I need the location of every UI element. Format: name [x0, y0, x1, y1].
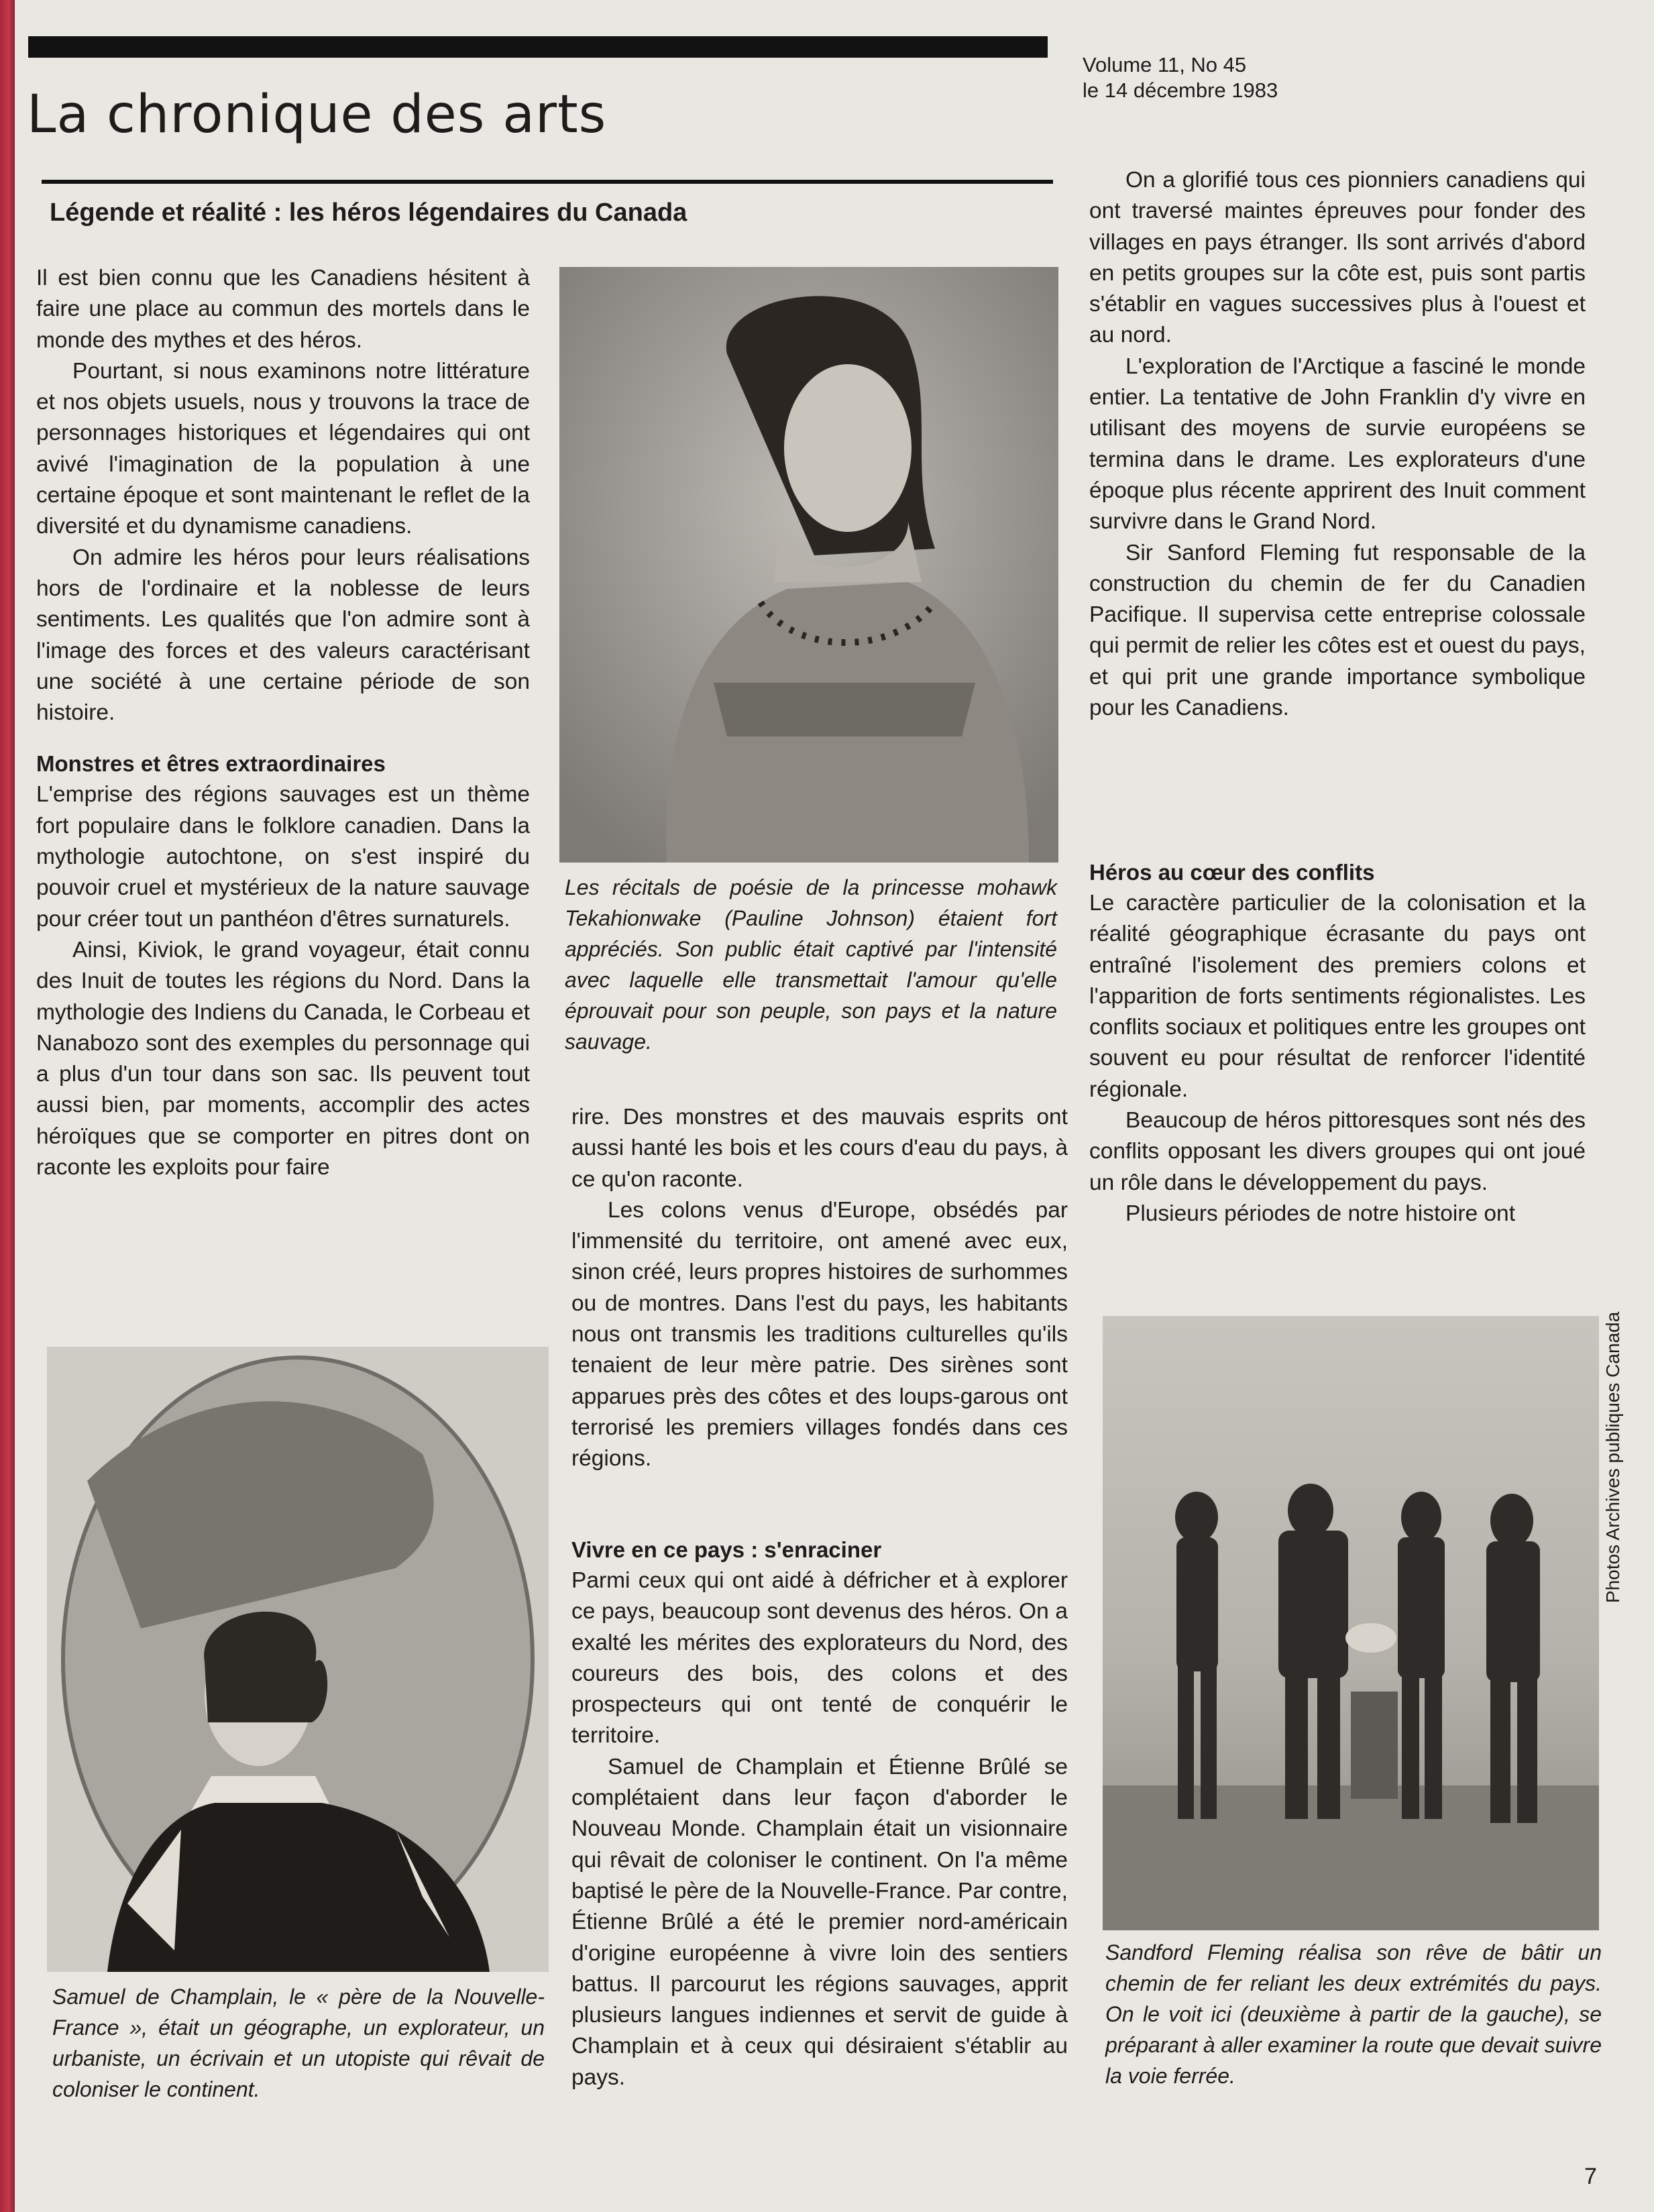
- paragraph: L'emprise des régions sauvages est un thème fort populaire dans le folklore canadien. Dans la mythologie autochtone, on s'est inspiré du pouvoir cruel et mystérieux de la nature sauvage pour créer tout un panthéon d'êtres surnaturels.: [36, 782, 530, 932]
- caption-champlain: Samuel de Champlain, le « père de la Nouvelle-France », était un géographe, un explorateur, un urbaniste, un écrivain et un utopiste qui rêvait de coloniser le continent.: [52, 1985, 545, 2101]
- paragraph: Samuel de Champlain et Étienne Brûlé se complétaient dans leur façon d'aborder le Nouveau Monde. Champlain était un visionnaire qui rêvait de coloniser le continent. On l'a même baptisé le père de la Nouvelle-France. Par contre, Étienne Brûlé a été le premier nord-américain d'origine européenne à vivre loin des sentiers battus. Il parcourut les régions sauvages, apprit plusieurs langues indiennes et servit de guide à Champlain et à ceux qui désiraient s'établir au pays.: [571, 1754, 1068, 2090]
- masthead: La chronique des arts: [27, 85, 607, 145]
- magazine-page: [15, 0, 1654, 2212]
- paragraph: Les colons venus d'Europe, obsédés par l'immensité du territoire, ont amené avec eux, sinon créé, leurs propres histoires de surhommes ou de montres. Dans l'est du pays, les habitants nous ont transmis les traditions culturelles qu'ils tenaient de leur mère patrie. Des sirènes sont apparues près des côtes et des loups-garous ont terrorisé les premiers villages fondés dans ces régions.: [571, 1197, 1068, 1472]
- paragraph: Ainsi, Kiviok, le grand voyageur, était connu des Inuit de toutes les régions du Nord. Dans la mythologie des Indiens du Canada, le Corbeau et Nanabozo sont des exemples du personnage qui a plus d'un tour dans son sac. Ils peuvent tout aussi bien, par moments, accomplir des actes héroïques que se comporter en pitres dont on raconte les exploits pour faire: [36, 937, 530, 1180]
- title-rule: [42, 180, 1053, 184]
- column-2-bottom: [571, 1535, 1068, 2093]
- article-title: Légende et réalité : les héros légendaires du Canada: [50, 199, 687, 227]
- column-3-bottom: [1089, 857, 1586, 1229]
- column-1: [36, 263, 530, 1183]
- paragraph: On a glorifié tous ces pionniers canadiens qui ont traversé maintes épreuves pour fonder des villages en pays étranger. Ils sont arrivés d'abord en petits groupes sur la côte est, puis sont partis s'établir en vagues successives plus à l'ouest et au nord.: [1089, 168, 1586, 348]
- paragraph: L'exploration de l'Arctique a fasciné le monde entier. La tentative de John Franklin d'y vivre en utilisant des moyens de survie européens se termina dans le drame. Les explorateurs d'une époque plus récente apprirent des Inuit comment survivre dans le Grand Nord.: [1089, 353, 1586, 535]
- paragraph: Plusieurs périodes de notre histoire ont: [1125, 1201, 1515, 1226]
- champlain-portrait: [47, 1347, 549, 1972]
- section-heading: Vivre en ce pays : s'enraciner: [571, 1537, 882, 1562]
- paragraph: Le caractère particulier de la colonisation et la réalité géographique écrasante du pays ont entraîné l'isolement des premiers colons et l'apparition de forts sentiments régionalistes. Les conflits sociaux et politiques entre les groupes ont souvent eu pour résultat de renforcer l'identité régionale.: [1089, 891, 1586, 1102]
- issue-date: le 14 décembre 1983: [1083, 78, 1278, 102]
- column-2-top: [571, 1102, 1068, 1475]
- issue-info: [1083, 52, 1278, 103]
- section-heading: Héros au cœur des conflits: [1089, 860, 1375, 885]
- caption-johnson: Les récitals de poésie de la princesse mohawk Tekahionwake (Pauline Johnson) étaient fort appréciés. Son public était captivé par l'intensité avec laquelle elle transmettait l'amour qu'elle éprouvait pour son peuple, son pays et la nature sauvage.: [565, 875, 1057, 1054]
- magazine-binding: [0, 0, 15, 2212]
- paragraph: Pourtant, si nous examinons notre littérature et nos objets usuels, nous y trouvons la trace de personnages historiques et légendaires qui ont avivé l'imagination de la population à une certaine époque et sont maintenant le reflet de la diversité et du dynamisme canadiens.: [36, 358, 530, 539]
- volume-number: Volume 11, No 45: [1083, 53, 1247, 76]
- column-3-top: [1089, 165, 1586, 724]
- caption-fleming: Sandford Fleming réalisa son rêve de bâtir un chemin de fer reliant les deux extrémités du pays. On le voit ici (deuxième à partir de la gauche), se préparant à aller examiner la route que devait suivre la voie ferrée.: [1105, 1940, 1602, 2088]
- pauline-johnson-photo: [559, 267, 1058, 863]
- paragraph: On admire les héros pour leurs réalisations hors de l'ordinaire et la noblesse de leurs sentiments. Les qualités que l'on admire sont à l'image des forces et des valeurs caractérisant une société à une certaine période de son histoire.: [36, 545, 530, 726]
- photo-credit: Photos Archives publiques Canada: [1602, 1311, 1623, 1603]
- page-number: 7: [1584, 2164, 1597, 2189]
- header-bar: [28, 36, 1048, 58]
- section-heading: Monstres et êtres extraordinaires: [36, 751, 386, 777]
- fleming-expedition-photo: [1103, 1316, 1599, 1930]
- paragraph: Parmi ceux qui ont aidé à défricher et à explorer ce pays, beaucoup sont devenus des héros. On a exalté les mérites des explorateurs du Nord, des coureurs des bois, des colons et des prospecteurs qui ont tenté de conquérir le territoire.: [571, 1568, 1068, 1749]
- paragraph: rire. Des monstres et des mauvais esprits ont aussi hanté les bois et les cours d'eau du pays, à ce qu'on raconte.: [571, 1105, 1068, 1192]
- paragraph: Beaucoup de héros pittoresques sont nés des conflits opposant les divers groupes qui ont joué un rôle dans le développement du pays.: [1089, 1108, 1586, 1195]
- paragraph: Sir Sanford Fleming fut responsable de la construction du chemin de fer du Canadien Pacifique. Il supervisa cette entreprise colossale qui permit de relier les côtes est et ouest du pays, et qui prit une grande importance symbolique pour les Canadiens.: [1089, 540, 1586, 721]
- paragraph: Il est bien connu que les Canadiens hésitent à faire une place au commun des mortels dans le monde des mythes et des héros.: [36, 266, 530, 353]
